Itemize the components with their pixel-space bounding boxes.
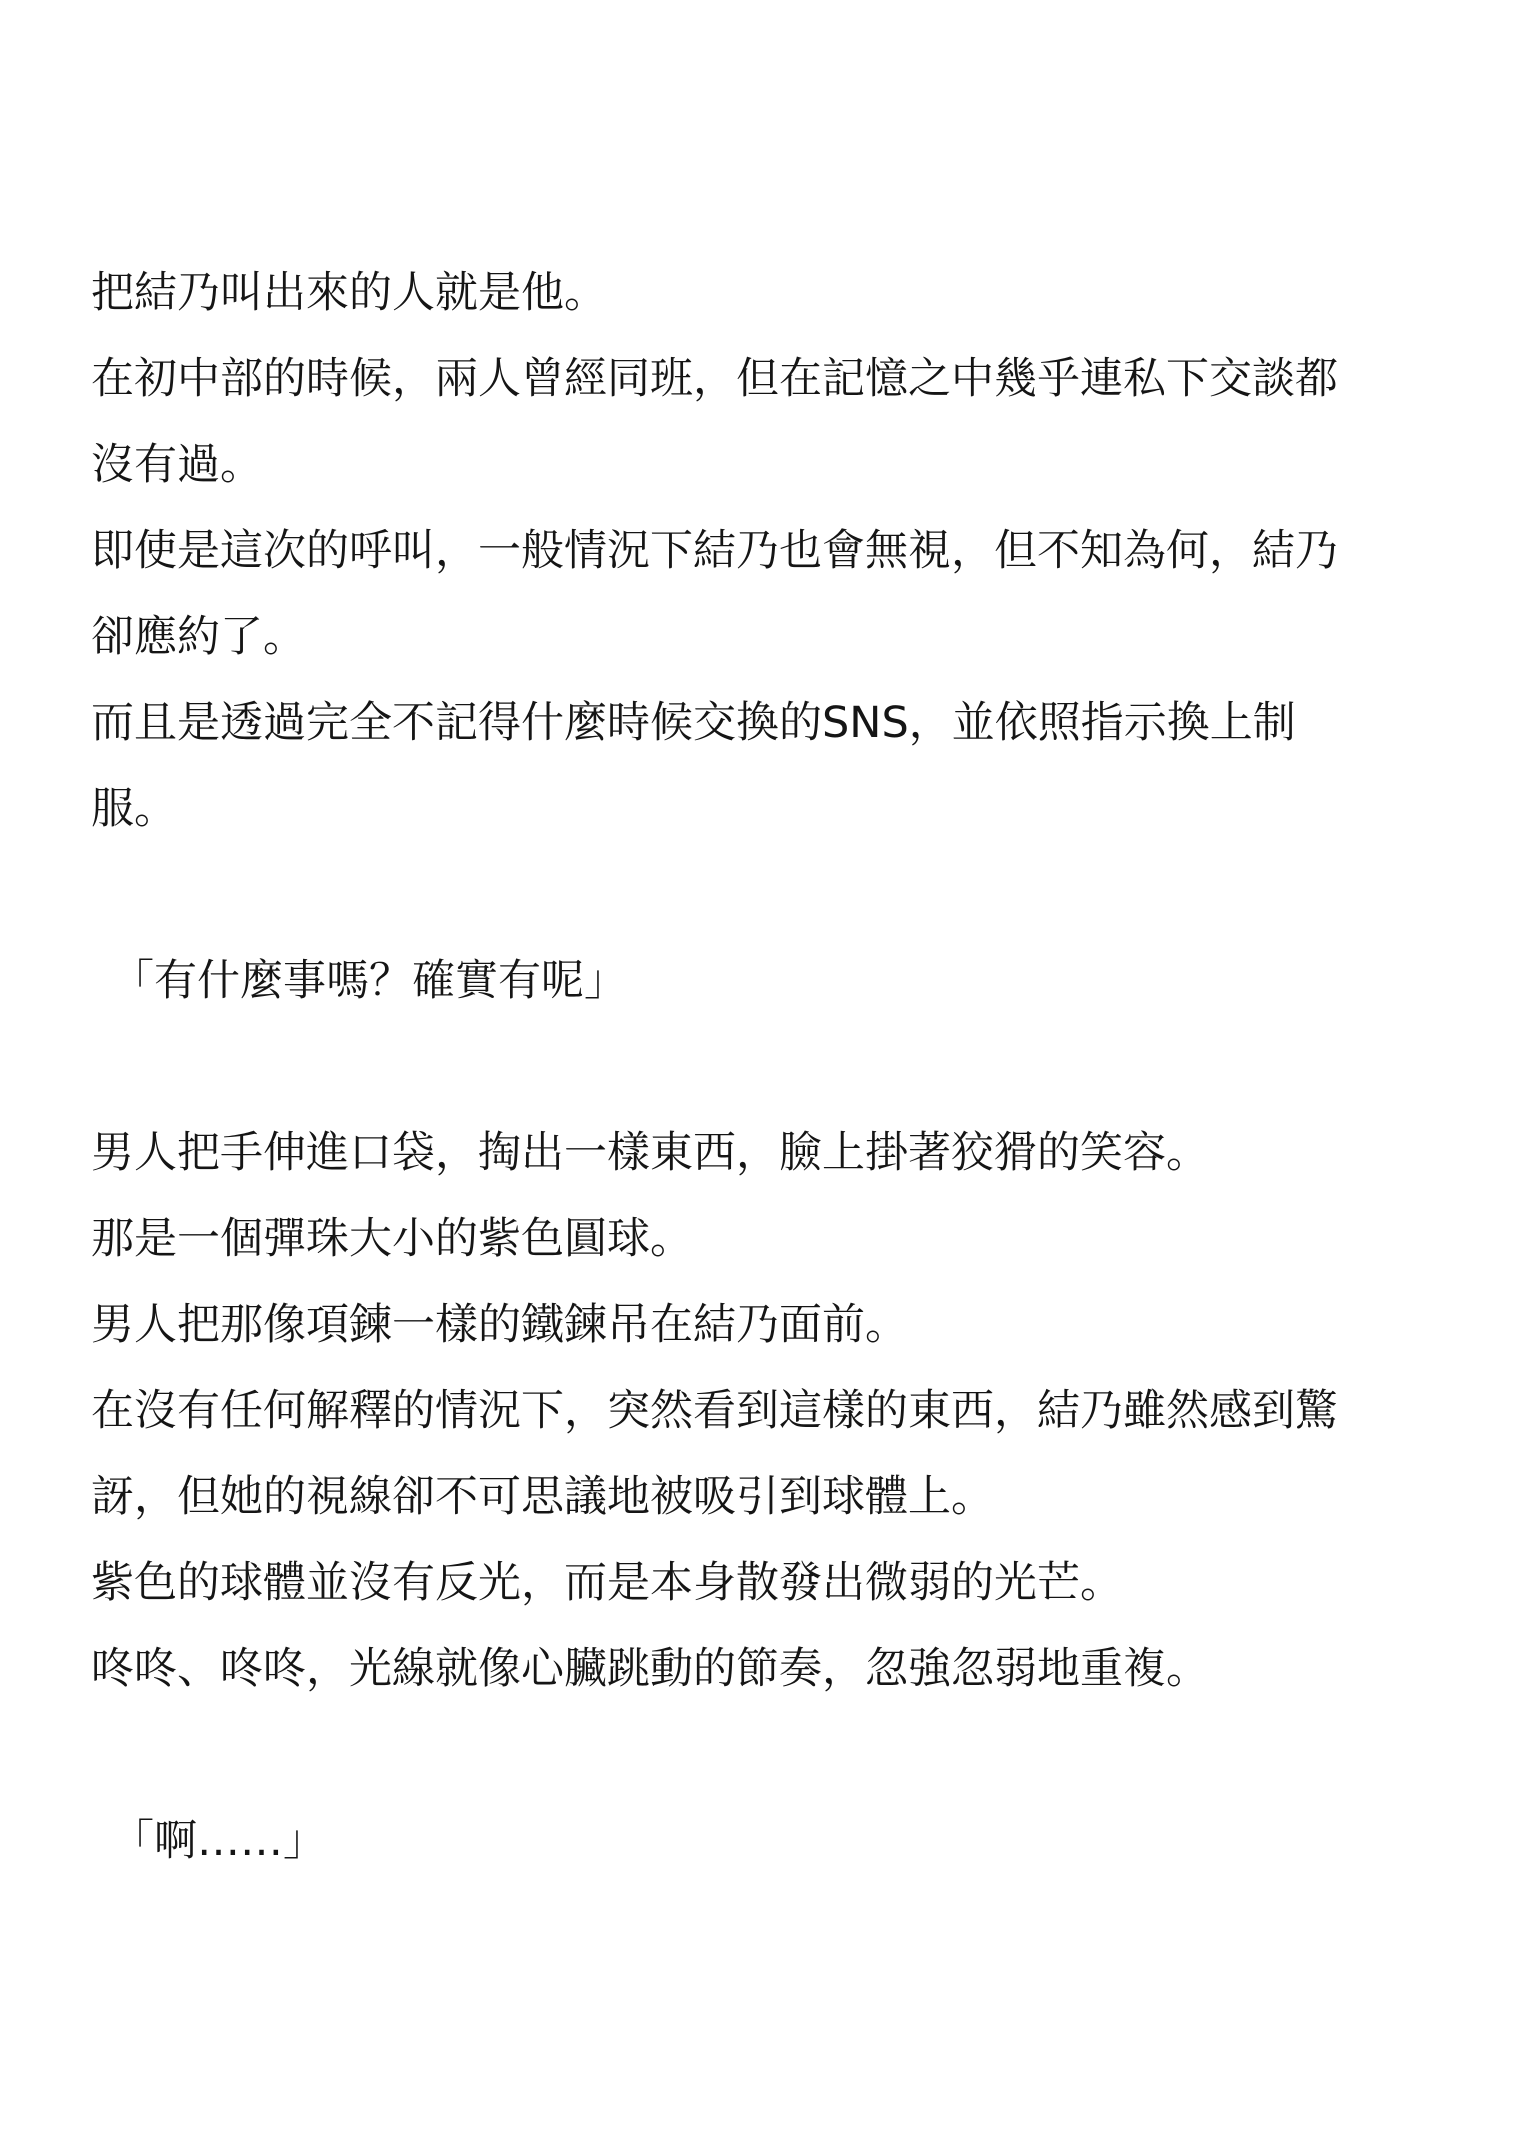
- dialogue-line: 「啊……」: [111, 1816, 326, 1866]
- text-line: 那是一個彈珠大小的紫色圓球。: [91, 1214, 693, 1264]
- blank-line: [91, 1024, 1431, 1110]
- text-line: 即使是這次的呼叫，一般情況下結乃也會無視，但不知為何，結乃: [91, 526, 1338, 576]
- text-line: 把結乃叫出來的人就是他。: [91, 268, 607, 318]
- text-line: 男人把那像項鍊一樣的鐵鍊吊在結乃面前。: [91, 1300, 908, 1350]
- text-line: 男人把手伸進口袋，掏出一樣東西，臉上掛著狡猾的笑容。: [91, 1128, 1209, 1178]
- blank-line: [91, 852, 1431, 938]
- dialogue-line: 「有什麼事嗎？確實有呢」: [111, 956, 627, 1006]
- text-line: 沒有過。: [91, 440, 263, 490]
- text-line: 而且是透過完全不記得什麼時候交換的SNS，並依照指示換上制: [91, 698, 1296, 748]
- text-line: 服。: [91, 784, 177, 834]
- text-line: 訝，但她的視線卻不可思議地被吸引到球體上。: [91, 1472, 994, 1522]
- text-line: 卻應約了。: [91, 612, 306, 662]
- blank-line: [91, 1712, 1431, 1798]
- text-line: 在沒有任何解釋的情況下，突然看到這樣的東西，結乃雖然感到驚: [91, 1386, 1338, 1436]
- text-line: 紫色的球體並沒有反光，而是本身散發出微弱的光芒。: [91, 1558, 1123, 1608]
- document-text: [91, 250, 1431, 1884]
- text-line: 咚咚、咚咚，光線就像心臟跳動的節奏，忽強忽弱地重複。: [91, 1644, 1209, 1694]
- text-line: 在初中部的時候，兩人曾經同班，但在記憶之中幾乎連私下交談都: [91, 354, 1338, 404]
